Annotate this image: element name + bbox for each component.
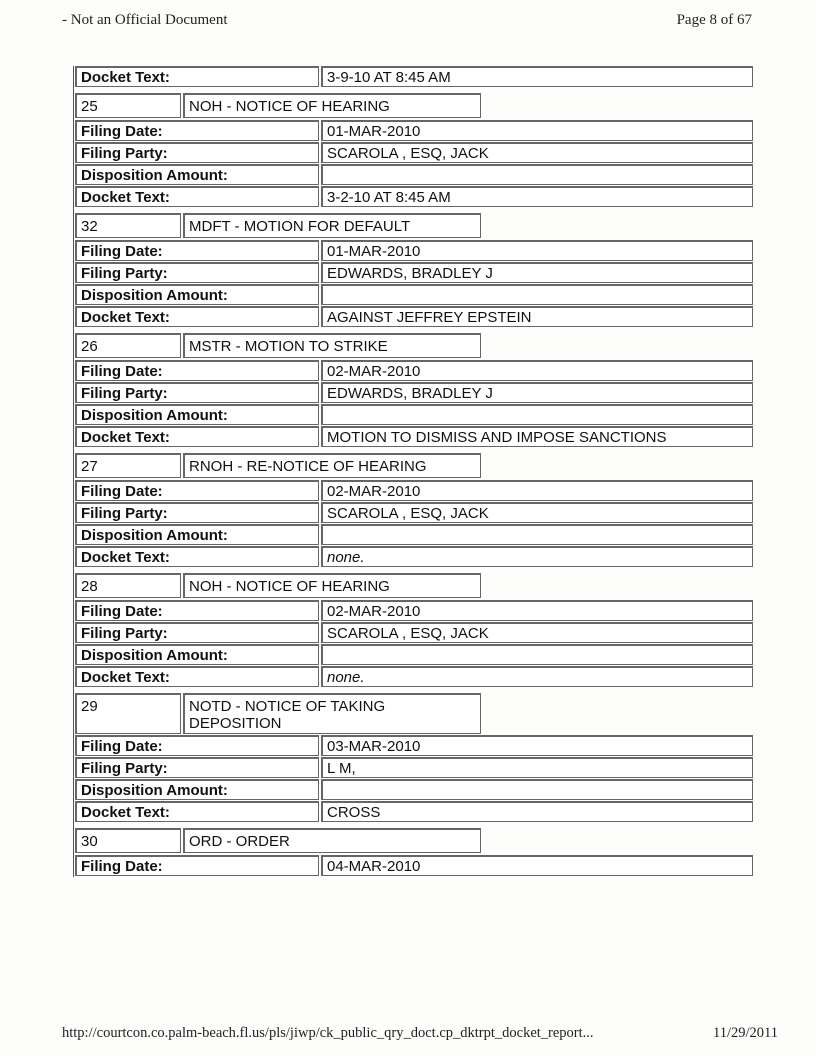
docket-text-label: Docket Text: xyxy=(75,306,319,327)
docket-text-row xyxy=(74,546,757,568)
disposition-amount-value xyxy=(321,644,753,665)
filing-date-value: 03-MAR-2010 xyxy=(321,735,753,756)
docket-type: NOTD - NOTICE OF TAKING DEPOSITION xyxy=(183,693,481,734)
filing-date-label: Filing Date: xyxy=(75,480,319,501)
filing-date-row xyxy=(74,600,757,622)
disposition-amount-row xyxy=(74,284,757,306)
docket-text-row xyxy=(74,306,757,328)
docket-number: 30 xyxy=(75,828,181,853)
docket-text-value: CROSS xyxy=(321,801,753,822)
filing-date-label: Filing Date: xyxy=(75,120,319,141)
header-page-number: Page 8 of 67 xyxy=(676,12,752,28)
filing-party-row xyxy=(74,142,757,164)
filing-party-row xyxy=(74,382,757,404)
filing-party-label: Filing Party: xyxy=(75,502,319,523)
filing-date-row xyxy=(74,240,757,262)
docket-text-row xyxy=(74,66,757,88)
filing-date-label: Filing Date: xyxy=(75,360,319,381)
docket-entry-header xyxy=(74,333,757,360)
docket-type: RNOH - RE-NOTICE OF HEARING xyxy=(183,453,481,478)
disposition-amount-value xyxy=(321,164,753,185)
disposition-amount-row xyxy=(74,779,757,801)
disposition-amount-value xyxy=(321,524,753,545)
docket-entry-header xyxy=(74,828,757,855)
footer-url: http://courtcon.co.palm-beach.fl.us/pls/jiwp/ck_public_qry_doct.cp_dktrpt_docket_report... xyxy=(62,1025,594,1041)
docket-number: 32 xyxy=(75,213,181,238)
docket-number: 29 xyxy=(75,693,181,734)
filing-party-value: SCAROLA , ESQ, JACK xyxy=(321,142,753,163)
docket-text-value: 3-2-10 AT 8:45 AM xyxy=(321,186,753,207)
docket-text-label: Docket Text: xyxy=(75,426,319,447)
docket-type: ORD - ORDER xyxy=(183,828,481,853)
filing-date-label: Filing Date: xyxy=(75,735,319,756)
filing-party-label: Filing Party: xyxy=(75,757,319,778)
docket-text-label: Docket Text: xyxy=(75,801,319,822)
disposition-amount-row xyxy=(74,524,757,546)
disposition-amount-label: Disposition Amount: xyxy=(75,779,319,800)
docket-text-row xyxy=(74,666,757,688)
filing-date-label: Filing Date: xyxy=(75,240,319,261)
filing-date-value: 02-MAR-2010 xyxy=(321,480,753,501)
filing-date-label: Filing Date: xyxy=(75,855,319,876)
filing-party-label: Filing Party: xyxy=(75,262,319,283)
filing-party-row xyxy=(74,757,757,779)
filing-party-label: Filing Party: xyxy=(75,382,319,403)
docket-type: MDFT - MOTION FOR DEFAULT xyxy=(183,213,481,238)
docket-type: MSTR - MOTION TO STRIKE xyxy=(183,333,481,358)
docket-text-row xyxy=(74,426,757,448)
docket-entry-header xyxy=(74,93,757,120)
filing-party-row xyxy=(74,502,757,524)
docket-type: NOH - NOTICE OF HEARING xyxy=(183,93,481,118)
docket-number: 27 xyxy=(75,453,181,478)
docket-text-value: none. xyxy=(321,546,753,567)
filing-date-row xyxy=(74,360,757,382)
docket-entry-header xyxy=(74,213,757,240)
filing-party-value: SCAROLA , ESQ, JACK xyxy=(321,622,753,643)
disposition-amount-label: Disposition Amount: xyxy=(75,284,319,305)
disposition-amount-label: Disposition Amount: xyxy=(75,524,319,545)
docket-entry xyxy=(74,213,757,333)
filing-date-row xyxy=(74,120,757,142)
filing-date-row xyxy=(74,480,757,502)
docket-number: 25 xyxy=(75,93,181,118)
docket-entry xyxy=(74,573,757,693)
filing-party-value: L M, xyxy=(321,757,753,778)
filing-party-label: Filing Party: xyxy=(75,142,319,163)
filing-party-value: SCAROLA , ESQ, JACK xyxy=(321,502,753,523)
docket-entry-header xyxy=(74,453,757,480)
header-doc-status: - Not an Official Document xyxy=(62,12,228,28)
filing-date-value: 04-MAR-2010 xyxy=(321,855,753,876)
filing-date-value: 02-MAR-2010 xyxy=(321,360,753,381)
footer-date: 11/29/2011 xyxy=(713,1025,778,1041)
filing-party-label: Filing Party: xyxy=(75,622,319,643)
docket-text-label: Docket Text: xyxy=(75,186,319,207)
disposition-amount-label: Disposition Amount: xyxy=(75,164,319,185)
disposition-amount-row xyxy=(74,164,757,186)
docket-number: 28 xyxy=(75,573,181,598)
docket-table xyxy=(73,66,757,877)
docket-entry xyxy=(74,453,757,573)
filing-date-value: 01-MAR-2010 xyxy=(321,240,753,261)
filing-date-row xyxy=(74,735,757,757)
docket-text-value: MOTION TO DISMISS AND IMPOSE SANCTIONS xyxy=(321,426,753,447)
docket-text-value: none. xyxy=(321,666,753,687)
disposition-amount-value xyxy=(321,779,753,800)
docket-entry-header xyxy=(74,573,757,600)
docket-text-label: Docket Text: xyxy=(75,546,319,567)
docket-text-row xyxy=(74,186,757,208)
filing-party-row xyxy=(74,622,757,644)
filing-party-row xyxy=(74,262,757,284)
docket-text-row xyxy=(74,801,757,823)
filing-date-row xyxy=(74,855,757,877)
docket-entry xyxy=(74,333,757,453)
disposition-amount-label: Disposition Amount: xyxy=(75,404,319,425)
docket-number: 26 xyxy=(75,333,181,358)
disposition-amount-value xyxy=(321,284,753,305)
docket-text-label: Docket Text: xyxy=(75,66,319,87)
docket-text-value: 3-9-10 AT 8:45 AM xyxy=(321,66,753,87)
docket-text-label: Docket Text: xyxy=(75,666,319,687)
docket-text-value: AGAINST JEFFREY EPSTEIN xyxy=(321,306,753,327)
filing-date-label: Filing Date: xyxy=(75,600,319,621)
disposition-amount-label: Disposition Amount: xyxy=(75,644,319,665)
filing-date-value: 02-MAR-2010 xyxy=(321,600,753,621)
disposition-amount-row xyxy=(74,404,757,426)
filing-party-value: EDWARDS, BRADLEY J xyxy=(321,382,753,403)
page-footer xyxy=(62,1025,778,1042)
filing-party-value: EDWARDS, BRADLEY J xyxy=(321,262,753,283)
docket-entry-continued xyxy=(74,66,757,93)
filing-date-value: 01-MAR-2010 xyxy=(321,120,753,141)
docket-entry-header xyxy=(74,693,757,735)
docket-entry xyxy=(74,693,757,828)
docket-entry xyxy=(74,828,757,877)
docket-type: NOH - NOTICE OF HEARING xyxy=(183,573,481,598)
docket-entry xyxy=(74,93,757,213)
disposition-amount-value xyxy=(321,404,753,425)
disposition-amount-row xyxy=(74,644,757,666)
